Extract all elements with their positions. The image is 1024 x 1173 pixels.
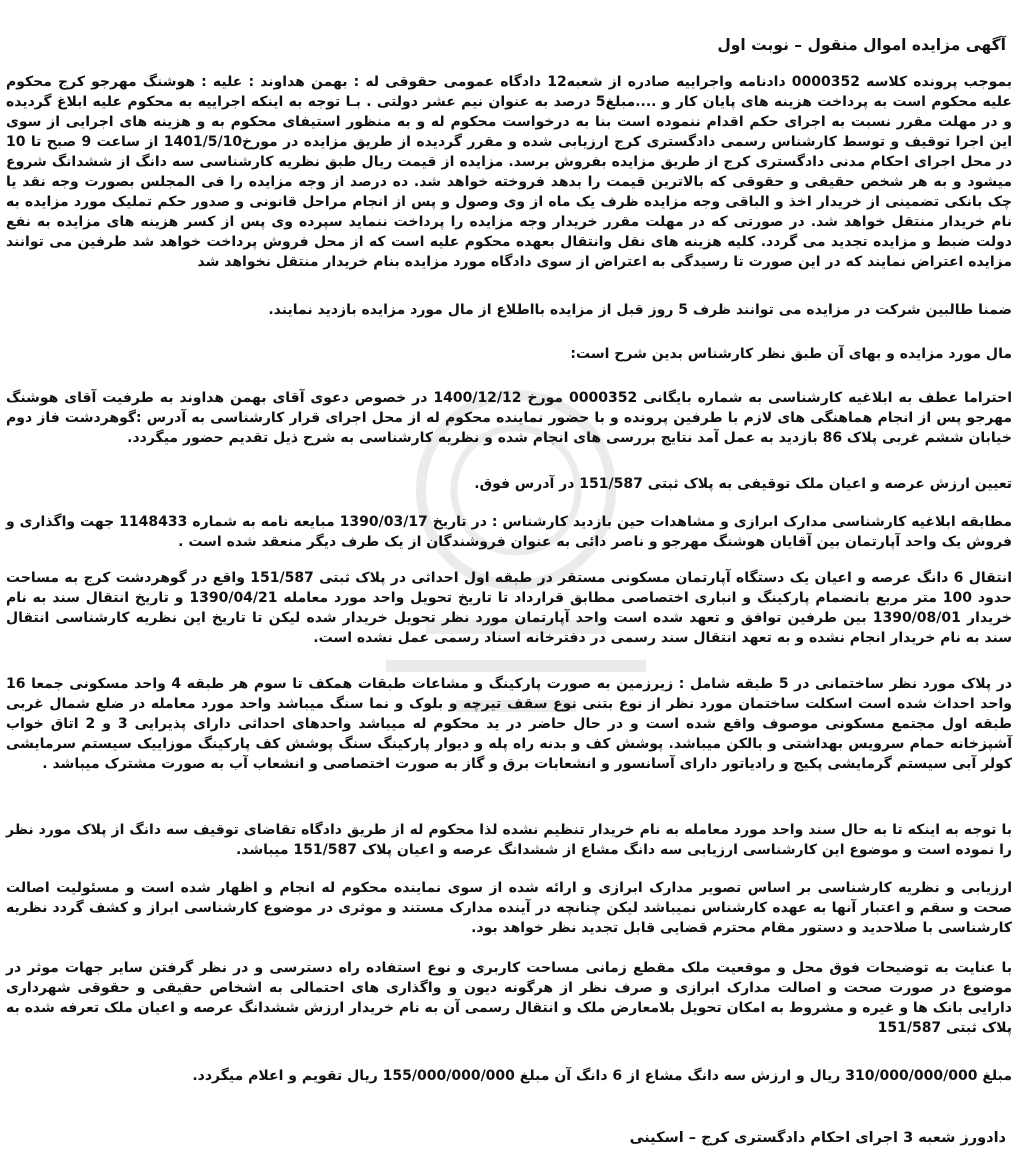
notice-title: آگهی مزایده اموال منقول – نوبت اول [717, 36, 1006, 54]
paragraph-seizure-request: با توجه به اینکه تا به حال سند واحد مورد معامله به نام خریدار تنظیم نشده لذا محکوم له از طریق دادگاه تقاضای توقیف سه دانگ از پلاک مورد نظر را نموده است و موضوع این کارشناسی ارزیابی سه دانگ مشاع از ششدانگ عرصه و اعیان پلاک 151/587 میباشد. [6, 822, 1012, 858]
paragraph-valuation-subject: تعیین ارزش عرصه و اعیان ملک توقیفی به پلاک ثبتی 151/587 در آدرس فوق. [474, 476, 1012, 492]
paragraph-item-intro: مال مورد مزایده و بهای آن طبق نظر کارشناس بدین شرح است: [570, 346, 1012, 362]
document-page [6, 0, 1016, 1173]
signature-line: دادورز شعبه 3 اجرای احکام دادگستری کرج – اسکینی [629, 1130, 1006, 1146]
paragraph-building-description: در پلاک مورد نظر ساختمانی در 5 طبقه شامل : زیرزمین به صورت پارکینگ و مشاعات طبقات همکف تا سوم هر طبقه 4 واحد مسکونی جمعا 16 واحد احداث شده است اسکلت ساختمان مورد نظر از نوع بتنی نوع سقف تیرچه و بلوک و نما سنگ میباشد واحد مورد معامله در ضلع شمال غربی طبقه اول مجتمع مسکونی موصوف واقع شده است و در حال حاضر در ید محکوم له میباشد واحدهای احداثی دارای پذیرایی 3 و 2 اتاق خواب آشپزخانه حمام سرویس بهداشتی و بالکن میباشد. پوشش کف و بدنه راه پله و دیوار پارکینگ سنگ پوشش کف پارکینگ موزاییک سیستم سرمایشی کولر آبی سیستم گرمایشی پکیج و رادیاتور دارای آسانسور و انشعابات برق و گاز به صورت اختصاصی و انشعاب آب به صورت مشترک میباشد . [6, 676, 1013, 772]
paragraph-valuation-amount: مبلغ 310/000/000/000 ریال و ارزش سه دانگ مشاع از 6 دانگ آن مبلغ 155/000/000/000 ریال تقویم و اعلام میگردد. [192, 1068, 1012, 1084]
paragraph-valuation-basis: با عنایت به توضیحات فوق محل و موقعیت ملک مقطع زمانی مساحت کاربری و نوع استفاده راه دسترسی و در نظر گرفتن سایر جهات موثر در موضوع در صورت صحت و اصالت مدارک ابرازی و صرف نظر از هرگونه دیون و واگذاری های احتمالی به اشخاص حقیقی و حقوقی شهرداری دارایی بانک ها و غیره و مشروط به امکان تحویل بلامعارض ملک و انتقال رسمی آن به نام خریدار ارزش ششدانگ عرصه و اعیان ملک تعرفه شده به پلاک ثبتی 151/587 [6, 960, 1012, 1036]
paragraph-verdict: بموجب پرونده کلاسه 0000352 دادنامه واجراییه صادره از شعبه12 دادگاه عمومی حقوقی له : بهمن هداوند : علیه : هوشنگ مهرجو کرج محکوم علیه محکوم است به پرداخت هزینه های پایان کار و ....مبلغ5 درصد به عنوان نیم عشر دولتی . بـا توجه به اینکه اجراییه به محکوم علیه ابلاغ گردیده و در مهلت مقرر نسبت به اجرای حکم اقدام ننموده است بنا به درخواست محکوم له و به منظور استیفای محکوم به و هزینه های اجرایی از سوی این اجرا توقیف و توسط کارشناس رسمی دادگستری کرج ارزیابی شده و مقرر گردیده از طریق مزایده در مورخ1401/5/10 از ساعت 9 صبح تا 10 در محل اجرای احکام مدنی دادگستری کرج از طریق مزایده بفروش برسد. مزایده از قیمت ریال طبق نظریه کارشناسی سه دانگ از ششدانگ شروع میشود و به هر شخص حقیقی و حقوقی که بالاترین قیمت را بدهد فروخته خواهد شد. ده درصد از وجه مزایده را فی المجلس بصورت وجه نقد یا چک بانکی تضمینی از خریدار اخذ و الباقی وجه مزایده ظرف یک ماه از وی وصول و پس از انجام مراحل قانونی و صدور حکم تملیک مورد مزایده به نام خریدار منتقل خواهد شد. در صورتی که در مهلت مقرر خریدار وجه مزایده را پرداخت ننماید سپرده وی پس از کسر هزینه های مزایده به نفع دولت ضبط و مزایده تجدید می گردد. کلیه هزینه های نقل وانتقال بعهده محکوم علیه است که از محل فروش پرداخت خواهد شد طرفین می توانند مزایده اعتراض نمایند که در این صورت تا رسیدگی به اعتراض از سوی دادگاه مورد مزایده بنام خریدار منتقل نخواهد شد [6, 74, 1013, 270]
paragraph-documents-review: مطابقه ابلاغیه کارشناسی مدارک ابرازی و مشاهدات حین بازدید کارشناس : در تاریخ 1390/03/17 مبایعه نامه به شماره 1148433 جهت واگذاری و فروش یک واحد آپارتمان بین آقایان هوشنگ مهرجو و ناصر دائی به عنوان فروشندگان از یک طرف دیگر منعقد شده است . [6, 514, 1012, 550]
paragraph-transfer-details: انتقال 6 دانگ عرصه و اعیان یک دستگاه آپارتمان مسکونی مستقر در طبقه اول احداثی در پلاک ثبتی 151/587 واقع در گوهردشت کرج به مساحت حدود 100 متر مربع بانضمام پارکینگ و انباری اختصاصی مطابق قرارداد تا تاریخ تحویل واحد مورد معامله 1390/04/21 و تاریخ انتقال سند به نام خریدار 1390/08/01 بین طرفین توافق و تعهد شده است واحد آپارتمان مورد نظر تحویل خریدار شده لیکن تا تاریخ این نظریه کارشناسی انتقال سند به نام خریدار انجام نشده و به تعهد انتقال سند رسمی در دفترخانه اسناد رسمی عمل نشده است. [6, 570, 1013, 646]
paragraph-disclaimer: ارزیابی و نظریه کارشناسی بر اساس تصویر مدارک ابرازی و ارائه شده از سوی نماینده محکوم له انجام و اظهار شده است و مسئولیت اصالت صحت و سقم و اعتبار آنها به عهده کارشناس نمیباشد لیکن چنانچه در آینده مدارک مستند و موثری در موضوع کارشناسی ابراز و کشف گردد نظریه کارشناسی با صلاحدید و دستور مقام محترم قضایی قابل تجدید نظر خواهد بود. [6, 880, 1012, 936]
paragraph-inspection-notice: ضمنا طالبین شرکت در مزایده می توانند ظرف 5 روز قبل از مزایده بااطلاع از مال مورد مزایده بازدید نمایند. [268, 302, 1012, 318]
paragraph-expert-report: احتراما عطف به ابلاغیه کارشناسی به شماره بایگانی 0000352 مورخ 1400/12/12 در خصوص دعوی آقای بهمن هداوند به طرفیت آقای هوشنگ مهرجو پس از انجام هماهنگی های لازم با طرفین پرونده و با حضور نماینده محکوم له از محل اجرای قرار کارشناسی به آدرس :گوهردشت فاز دوم خیابان ششم غربی پلاک 86 بازدید به عمل آمد نتایج بررسی های انجام شده و نظریه کارشناسی به شرح ذیل تقدیم حضور میگردد. [6, 390, 1013, 446]
